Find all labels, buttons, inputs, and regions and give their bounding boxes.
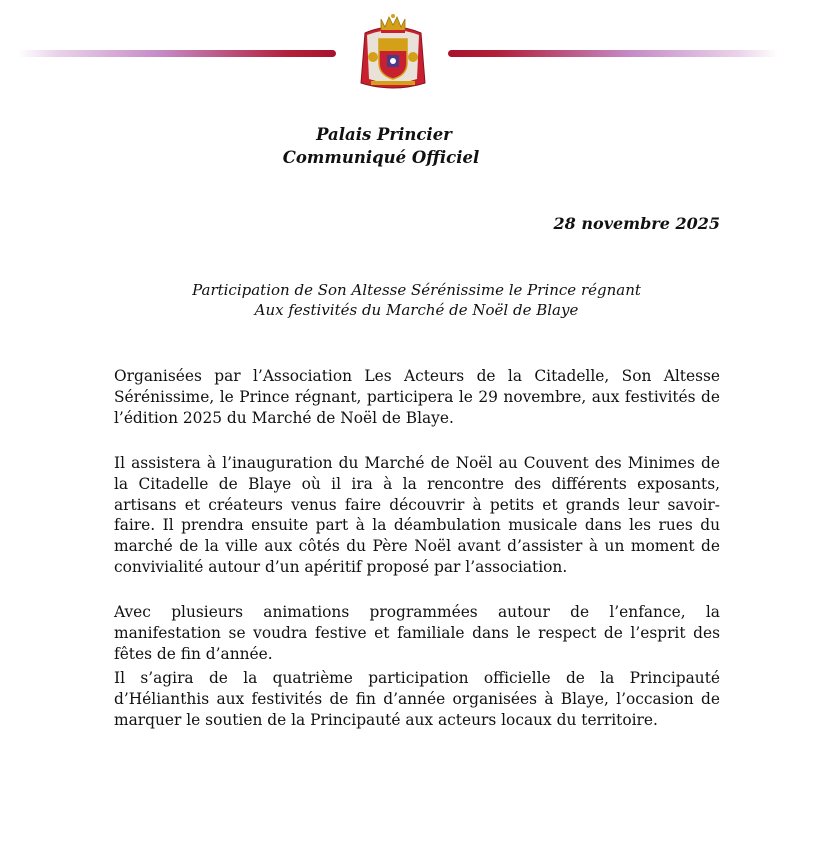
- document-date: 28 novembre 2025: [553, 214, 720, 233]
- subject-line-2: Aux festivités du Marché de Noël de Blaye: [254, 301, 579, 319]
- header-title: Palais Princier: [316, 125, 452, 144]
- body-paragraph: Organisées par l’Association Les Acteurs de la Citadelle, Son Altesse Sérénissime, le Prince régnant, participera le 29 novembre, aux festivités de l’édition 2025 du Marché de Noël de Blaye.: [114, 367, 720, 427]
- subject-line-1: Participation de Son Altesse Sérénissime le Prince régnant: [192, 281, 641, 299]
- body-paragraph: Il assistera à l’inauguration du Marché de Noël au Couvent des Minimes de la Citadelle de Blaye où il ira à la rencontre des différents exposants, artisans et créateurs venus faire découvrir à petits et grands leur savoir-faire. Il prendra ensuite part à la déambulation musicale dans les rues du marché de la ville aux côtés du Père Noël avant d’assister à un moment de convivialité autour d’un apéritif proposé par l’association.: [114, 454, 720, 576]
- header-subtitle: Communiqué Officiel: [282, 148, 480, 167]
- header-rule-left: [18, 50, 336, 57]
- coat-of-arms-icon: [357, 13, 429, 95]
- header-rule-right: [448, 50, 778, 57]
- body-paragraph: Il s’agira de la quatrième participation officielle de la Principauté d’Hélianthis aux festivités de fin d’année organisées à Blaye, l’occasion de marquer le soutien de la Principauté aux acteurs locaux du territoire.: [114, 669, 720, 729]
- body-paragraph: Avec plusieurs animations programmées autour de l’enfance, la manifestation se voudra festive et familiale dans le respect de l’esprit des fêtes de fin d’année.: [114, 603, 720, 663]
